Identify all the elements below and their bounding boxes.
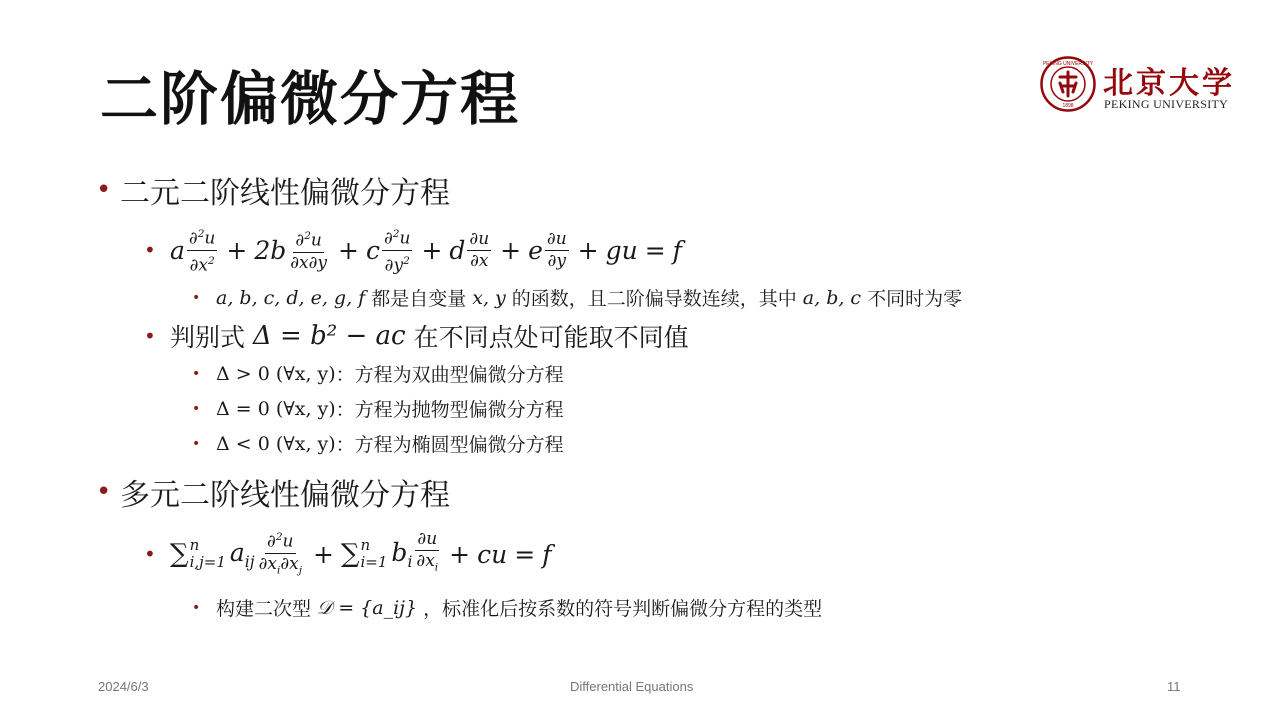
discriminant-bullet: • 判别式 Δ = b² − ac 在不同点处可能取不同值 xyxy=(144,321,689,352)
binary-pde-equation: • a $\frac{\partial^2u}{\partial x^2}$ + 2b $\frac{\partial^2u}{\partial x\partial y}$ + c $\frac{\partial^2u}{\partial y^2}$ + d $\frac{\partial u}{\partial x}$ + e $\frac{\partial u}{\partial y}$ + gu = f xyxy=(144,222,682,278)
pku-logo xyxy=(1040,56,1240,116)
bullet-text: 多元二阶线性偏微分方程 xyxy=(120,478,450,513)
bullet-level1-binary: • 二元二阶线性偏微分方程 xyxy=(96,168,450,212)
bullet-level1-multivariate: • 多元二阶线性偏微分方程 xyxy=(96,470,450,514)
coefficient-note: • a, b, c, d, e, g, f 都是自变量 x, y 的函数，且二阶偏导数连续，其中 a, b, c 不同时为零 xyxy=(192,286,963,310)
footer-date: 2024/6/3 xyxy=(98,679,149,694)
slide-title: 二阶偏微分方程 xyxy=(100,65,521,133)
svg-text:PEKING UNIVERSITY: PEKING UNIVERSITY xyxy=(1042,61,1094,67)
quadratic-form-note: • 构建二次型 𝒟 = {a_ij} ，标准化后按系数的符号判断偏微分方程的类型 xyxy=(192,596,823,620)
logo-name-en: PEKING UNIVERSITY xyxy=(1104,97,1229,111)
case-parabolic: • Δ = 0 (∀x, y) ：方程为抛物型偏微分方程 xyxy=(192,397,564,421)
pku-seal-icon xyxy=(1040,56,1096,112)
footer-course: Differential Equations xyxy=(570,679,694,694)
svg-text:1898: 1898 xyxy=(1062,103,1074,109)
footer-page-number: 11 xyxy=(1167,679,1181,694)
case-hyperbolic: • Δ > 0 (∀x, y) ：方程为双曲型偏微分方程 xyxy=(192,362,564,386)
case-elliptic: • Δ < 0 (∀x, y) ：方程为椭圆型偏微分方程 xyxy=(192,432,564,456)
bullet-text: 二元二阶线性偏微分方程 xyxy=(120,176,450,211)
multivariate-pde-equation: • ∑ n i,j=1 $a_{ij}$ $\frac{\partial^2u}{\partial x_i\partial x_j}$ + ∑ n i=1 $b_i$ $\frac{\partial u}{\partial x_i}$ + cu = f xyxy=(144,524,551,584)
logo-name-cn: 北京大学 xyxy=(1103,66,1235,101)
